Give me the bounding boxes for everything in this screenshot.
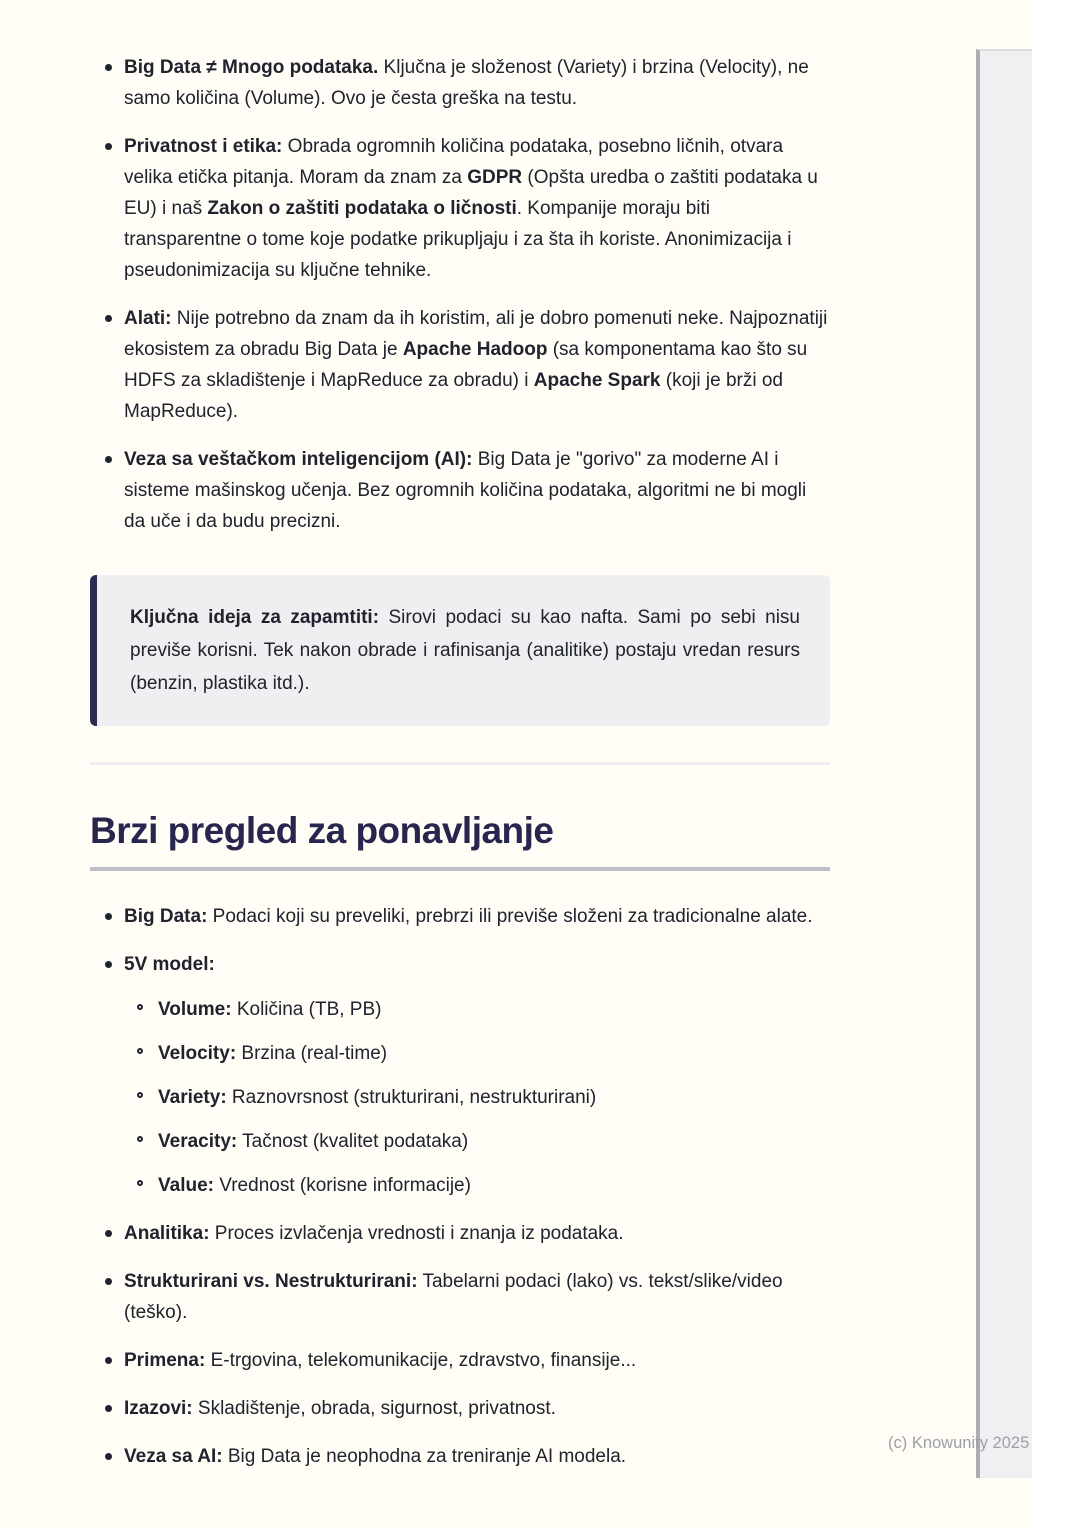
list-item-text: Privatnost i etika: Obrada ogromnih količina podataka, posebno ličnih, otvara velika etička pitanja. Moram da znam za GDPR (Opšta uredba o zaštiti podataka u EU) i naš Zakon o zaštiti podataka o ličnosti. Kompanije moraju biti transparentne o tome koje podatke prikupljaju i za šta ih koriste. Anonimizacija i pseudonimizacija su ključne tehnike. [124,136,818,281]
5v-sublist [124,994,830,1201]
callout-text: Ključna ideja za zapamtiti: Sirovi podaci su kao nafta. Sami po sebi nisu previše korisni. Tek nakon obrade i rafinisanja (analitike) postaju vredan resurs (benzin, plastika itd.). [130,607,800,694]
bullet-icon [105,1230,112,1237]
list-item-text: Veza sa AI: Big Data je neophodna za treniranje AI modela. [124,1446,627,1467]
section-title: Brzi pregled za ponavljanje [90,810,554,851]
bullet-icon [105,1453,112,1460]
bullet-icon [105,456,112,463]
sublist-item-text: Variety: Raznovrsnost (strukturirani, nestrukturirani) [158,1087,597,1108]
list-item [124,1441,830,1472]
callout-box [90,575,830,726]
list-item-text: Big Data: Podaci koji su preveliki, prebrzi ili previše složeni za tradicionalne alate. [124,906,813,927]
bullet-icon [105,315,112,322]
bullet-icon [105,143,112,150]
bullet-icon [105,1278,112,1285]
list-item [124,1393,830,1424]
circle-bullet-icon [137,1048,143,1054]
list-item-text: 5V model: [124,954,215,975]
sublist-item-text: Velocity: Brzina (real-time) [158,1043,388,1064]
sublist-item [158,1082,830,1113]
sublist-item-text: Volume: Količina (TB, PB) [158,999,382,1020]
sublist-item [158,1170,830,1201]
list-item [124,1266,830,1328]
sublist-item-text: Veracity: Tačnost (kvalitet podataka) [158,1131,469,1152]
list-item [124,1218,830,1249]
list-item-text: Primena: E-trgovina, telekomunikacije, zdravstvo, finansije... [124,1350,637,1371]
sublist-item-text: Value: Vrednost (korisne informacije) [158,1175,471,1196]
list-item [124,303,830,427]
circle-bullet-icon [137,1136,143,1142]
review-list [90,901,830,1472]
page-gutter [1032,0,1080,1528]
sublist-item [158,994,830,1025]
bullet-icon [105,1405,112,1412]
bullet-icon [105,961,112,968]
list-item-text: Izazovi: Skladištenje, obrada, sigurnost, privatnost. [124,1398,556,1419]
page-edge-strip [976,49,1032,1478]
notes-list [90,52,830,537]
list-item [124,444,830,537]
sublist-item [158,1126,830,1157]
bullet-icon [105,64,112,71]
list-item [124,901,830,932]
sublist-item [158,1038,830,1069]
circle-bullet-icon [137,1180,143,1186]
list-item-text: Strukturirani vs. Nestrukturirani: Tabelarni podaci (lako) vs. tekst/slike/video (teško). [124,1271,783,1323]
section-divider [90,762,830,765]
list-item [124,131,830,286]
list-item-text: Analitika: Proces izvlačenja vrednosti i znanja iz podataka. [124,1223,624,1244]
watermark: (c) Knowunity 2025 [888,1434,1030,1452]
bullet-icon [105,1357,112,1364]
list-item [124,1345,830,1376]
circle-bullet-icon [137,1092,143,1098]
list-item [124,52,830,114]
list-item [124,949,830,1201]
list-item-text: Veza sa veštačkom inteligencijom (AI): Big Data je "gorivo" za moderne AI i sisteme mašinskog učenja. Bez ogromnih količina podataka, algoritmi ne bi mogli da uče i da budu precizni. [124,449,807,532]
section-title-underline [90,867,830,871]
bullet-icon [105,913,112,920]
document-content [90,52,830,1472]
list-item-text: Alati: Nije potrebno da znam da ih koristim, ali je dobro pomenuti neke. Najpoznatiji ekosistem za obradu Big Data je Apache Hadoop (sa komponentama kao što su HDFS za skladištenje i MapReduce za obradu) i Apache Spark (koji je brži od MapReduce). [124,308,828,422]
circle-bullet-icon [137,1004,143,1010]
list-item-text: Big Data ≠ Mnogo podataka. Ključna je složenost (Variety) i brzina (Velocity), ne samo količina (Volume). Ovo je česta greška na testu. [124,57,809,109]
